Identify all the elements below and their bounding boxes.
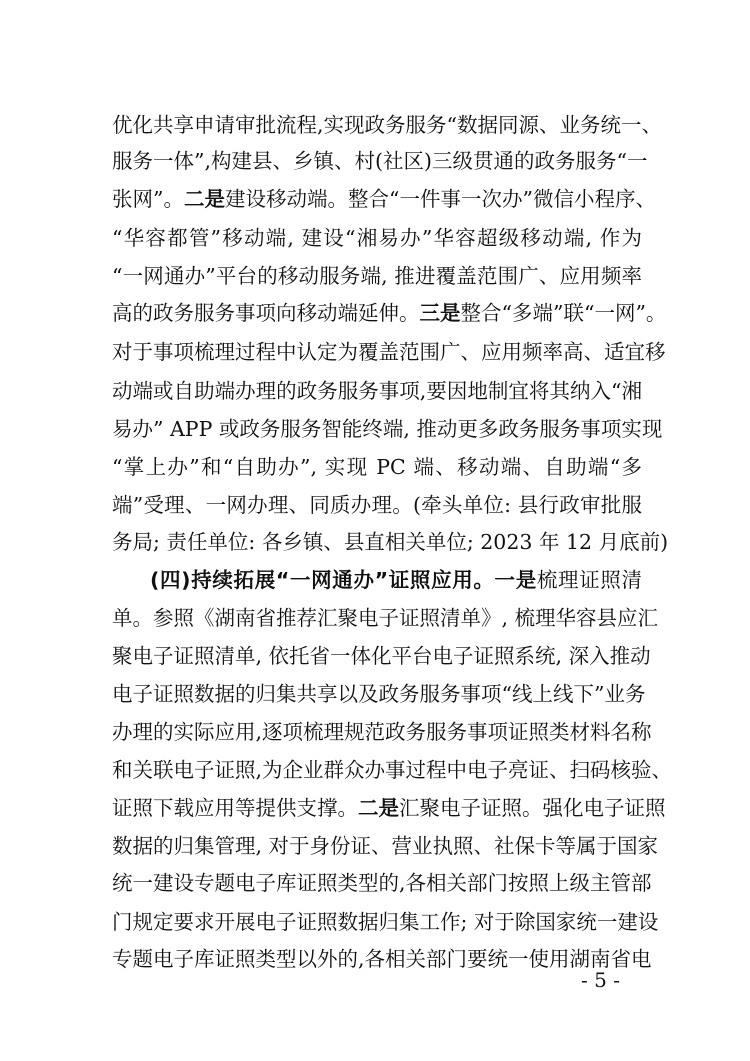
text-segment: 聚电子证照清单, 依托省一体化平台电子证照系统, 深入推动 (112, 644, 651, 668)
text-line (112, 529, 669, 555)
text-line (112, 186, 656, 212)
text-segment: 电子证照数据的归集共享以及政务服务事项“线上线下”业务 (112, 682, 646, 706)
text-segment: 证照下载应用等提供支撑。 (112, 796, 358, 820)
bold-text-segment: (四)持续拓展“一网通办”证照应用。 (150, 568, 495, 592)
text-line (112, 378, 642, 404)
text-segment: 单。参照《湖南省推荐汇聚电子证照清单》, 梳理华容县应汇 (112, 606, 659, 630)
bold-text-segment: 二是 (358, 796, 399, 820)
text-line (112, 454, 642, 480)
text-line (112, 795, 666, 821)
text-segment: 优化共享申请审批流程,实现政务服务“数据同源、业务统一、 (112, 113, 662, 137)
text-segment: 专题电子库证照类型以外的,各相关部门要统一使用湖南省电 (112, 947, 652, 971)
text-line (112, 833, 659, 859)
text-segment: 和关联电子证照,为企业群众办事过程中电子亮证、扫码核验、 (112, 758, 673, 782)
text-segment: 数据的归集管理, 对于身份证、营业执照、社保卡等属于国家 (112, 834, 659, 858)
text-segment: 汇聚电子证照。强化电子证照 (399, 796, 666, 820)
text-segment: 高的政务服务事项向移动端延伸。 (112, 301, 420, 325)
text-segment: 动端或自助端办理的政务服务事项,要因地制宜将其纳入“湘 (112, 379, 642, 403)
text-segment: 办理的实际应用,逐项梳理规范政务服务事项证照类材料名称 (112, 720, 652, 744)
text-segment: “掌上办”和“自助办”, 实现 PC 端、移动端、自助端“多 (112, 455, 642, 479)
text-line (112, 681, 646, 707)
text-line (112, 946, 652, 972)
text-segment: 务局; 责任单位: 各乡镇、县直相关单位; 2023 年 12 月底前) (112, 530, 669, 554)
text-segment: 对于事项梳理过程中认定为覆盖范围广、应用频率高、适宜移 (112, 340, 666, 364)
text-segment: 整合“多端”联“一网”。 (460, 301, 667, 325)
text-line (112, 300, 667, 326)
text-segment: 梳理证照清 (536, 568, 643, 592)
text-line (112, 757, 673, 783)
text-segment: 张网”。 (112, 187, 184, 211)
page-number: - 5 - (581, 968, 620, 992)
text-segment: 易办” APP 或政务服务智能终端, 推动更多政务服务事项实现 (112, 417, 663, 441)
text-line (112, 148, 648, 174)
text-line (112, 605, 659, 631)
text-line (112, 909, 659, 935)
text-line (112, 112, 662, 138)
text-line (112, 225, 642, 251)
text-line (112, 492, 642, 518)
bold-text-segment: 二是 (183, 187, 225, 211)
text-line (150, 567, 642, 593)
text-segment: “一网通办”平台的移动服务端, 推进覆盖范围广、应用频率 (112, 264, 642, 288)
text-line (112, 263, 642, 289)
text-segment: “华容都管”移动端, 建设“湘易办”华容超级移动端, 作为 (112, 226, 642, 250)
text-segment: 端”受理、一网办理、同质办理。(牵头单位: 县行政审批服 (112, 493, 642, 517)
text-line (112, 870, 652, 896)
text-line (112, 339, 666, 365)
text-segment: 服务一体”,构建县、乡镇、村(社区)三级贯通的政务服务“一 (112, 149, 648, 173)
text-line (112, 416, 663, 442)
bold-text-segment: 三是 (419, 301, 461, 325)
text-segment: 建设移动端。整合“一件事一次办”微信小程序、 (224, 187, 656, 211)
text-segment: 门规定要求开展电子证照数据归集工作; 对于除国家统一建设 (112, 910, 659, 934)
text-line (112, 719, 652, 745)
text-line (112, 643, 651, 669)
text-segment: 统一建设专题电子库证照类型的,各相关部门按照上级主管部 (112, 871, 652, 895)
bold-text-segment: 一是 (494, 568, 537, 592)
